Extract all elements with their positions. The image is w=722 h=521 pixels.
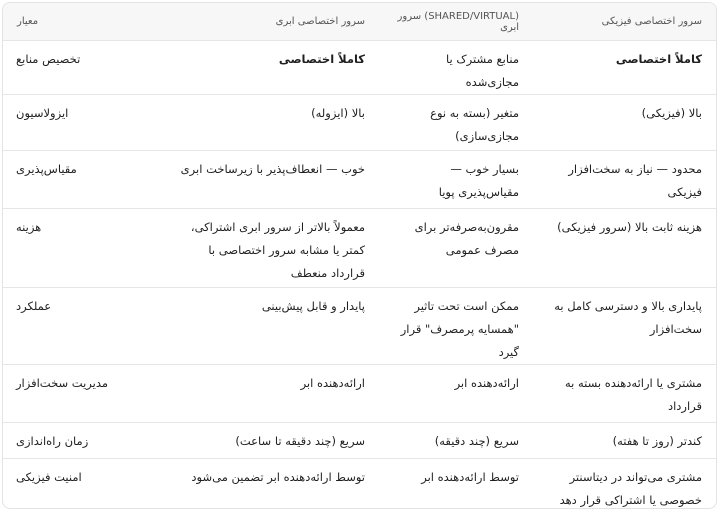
table-row <box>3 423 716 459</box>
cell-physical: پایداری بالا و دسترسی کامل به سخت‌افزار <box>533 288 716 365</box>
table-row <box>3 95 716 151</box>
cell-physical: مشتری یا ارائه‌دهنده بسته به قرارداد <box>533 365 716 423</box>
cell-physical: مشتری می‌تواند در دیتاسنتر خصوصی یا اشتراکی قرار دهد <box>559 470 702 507</box>
table-row <box>3 151 716 209</box>
cell-criterion: عملکرد <box>3 288 159 365</box>
header-physical: سرور اختصاصی فیزیکی <box>533 3 716 41</box>
cell-cloud-dedicated: سریع (چند دقیقه تا ساعت) <box>159 423 379 459</box>
cell-virtual: مقرون‌به‌صرفه‌تر برای مصرف عمومی <box>379 209 533 288</box>
table-row <box>3 459 716 510</box>
cell-criterion: زمان راه‌اندازی <box>3 423 159 459</box>
cell-virtual: ارائه‌دهنده ابر <box>379 365 533 423</box>
table-row <box>3 209 716 288</box>
header-criterion: معیار <box>3 3 159 41</box>
cell-cloud-dedicated: معمولاً بالاتر از سرور ابری اشتراکی، کمتر یا مشابه سرور اختصاصی با قرارداد منعطف <box>159 209 379 288</box>
comparison-table-container <box>2 2 717 509</box>
header-virtual: (SHARED/VIRTUAL) سرور ابری <box>379 3 533 41</box>
cell-physical: کاملاً اختصاصی <box>533 41 716 95</box>
cell-physical: بالا (فیزیکی) <box>533 95 716 151</box>
cell-virtual: منابع مشترک یا مجازی‌شده <box>379 41 533 95</box>
cell-cloud-dedicated: بالا (ایزوله) <box>159 95 379 151</box>
header-row <box>3 3 716 41</box>
cell-virtual: ممکن است تحت تاثیر "همسایه پرمصرف" قرار گیرد <box>379 288 533 365</box>
cell-virtual: سریع (چند دقیقه) <box>379 423 533 459</box>
comparison-table <box>3 3 716 509</box>
cell-virtual: بسیار خوب — مقیاس‌پذیری پویا <box>379 151 533 209</box>
cell-virtual: توسط ارائه‌دهنده ابر <box>421 470 519 484</box>
cell-virtual: متغیر (بسته به نوع مجازی‌سازی) <box>379 95 533 151</box>
cell-criterion: ایزولاسیون <box>3 95 159 151</box>
cell-cloud-dedicated: ارائه‌دهنده ابر <box>159 365 379 423</box>
cell-physical: هزینه ثابت بالا (سرور فیزیکی) <box>533 209 716 288</box>
table-row <box>3 41 716 95</box>
table-row <box>3 288 716 365</box>
cell-criterion: مدیریت سخت‌افزار <box>3 365 159 423</box>
cell-criterion: هزینه <box>3 209 159 288</box>
cell-criterion: امنیت فیزیکی <box>16 470 82 484</box>
cell-cloud-dedicated: پایدار و قابل پیش‌بینی <box>159 288 379 365</box>
cell-physical: کندتر (روز تا هفته) <box>533 423 716 459</box>
cell-cloud-dedicated: کاملاً اختصاصی <box>159 41 379 95</box>
cell-criterion: تخصیص منابع <box>3 41 159 95</box>
cell-cloud-dedicated: توسط ارائه‌دهنده ابر تضمین می‌شود <box>191 470 365 484</box>
cell-cloud-dedicated: خوب — انعطاف‌پذیر با زیرساخت ابری <box>159 151 379 209</box>
cell-physical: محدود — نیاز به سخت‌افزار فیزیکی <box>533 151 716 209</box>
table-row <box>3 365 716 423</box>
header-cloud-dedicated: سرور اختصاصی ابری <box>159 3 379 41</box>
cell-criterion: مقیاس‌پذیری <box>3 151 159 209</box>
